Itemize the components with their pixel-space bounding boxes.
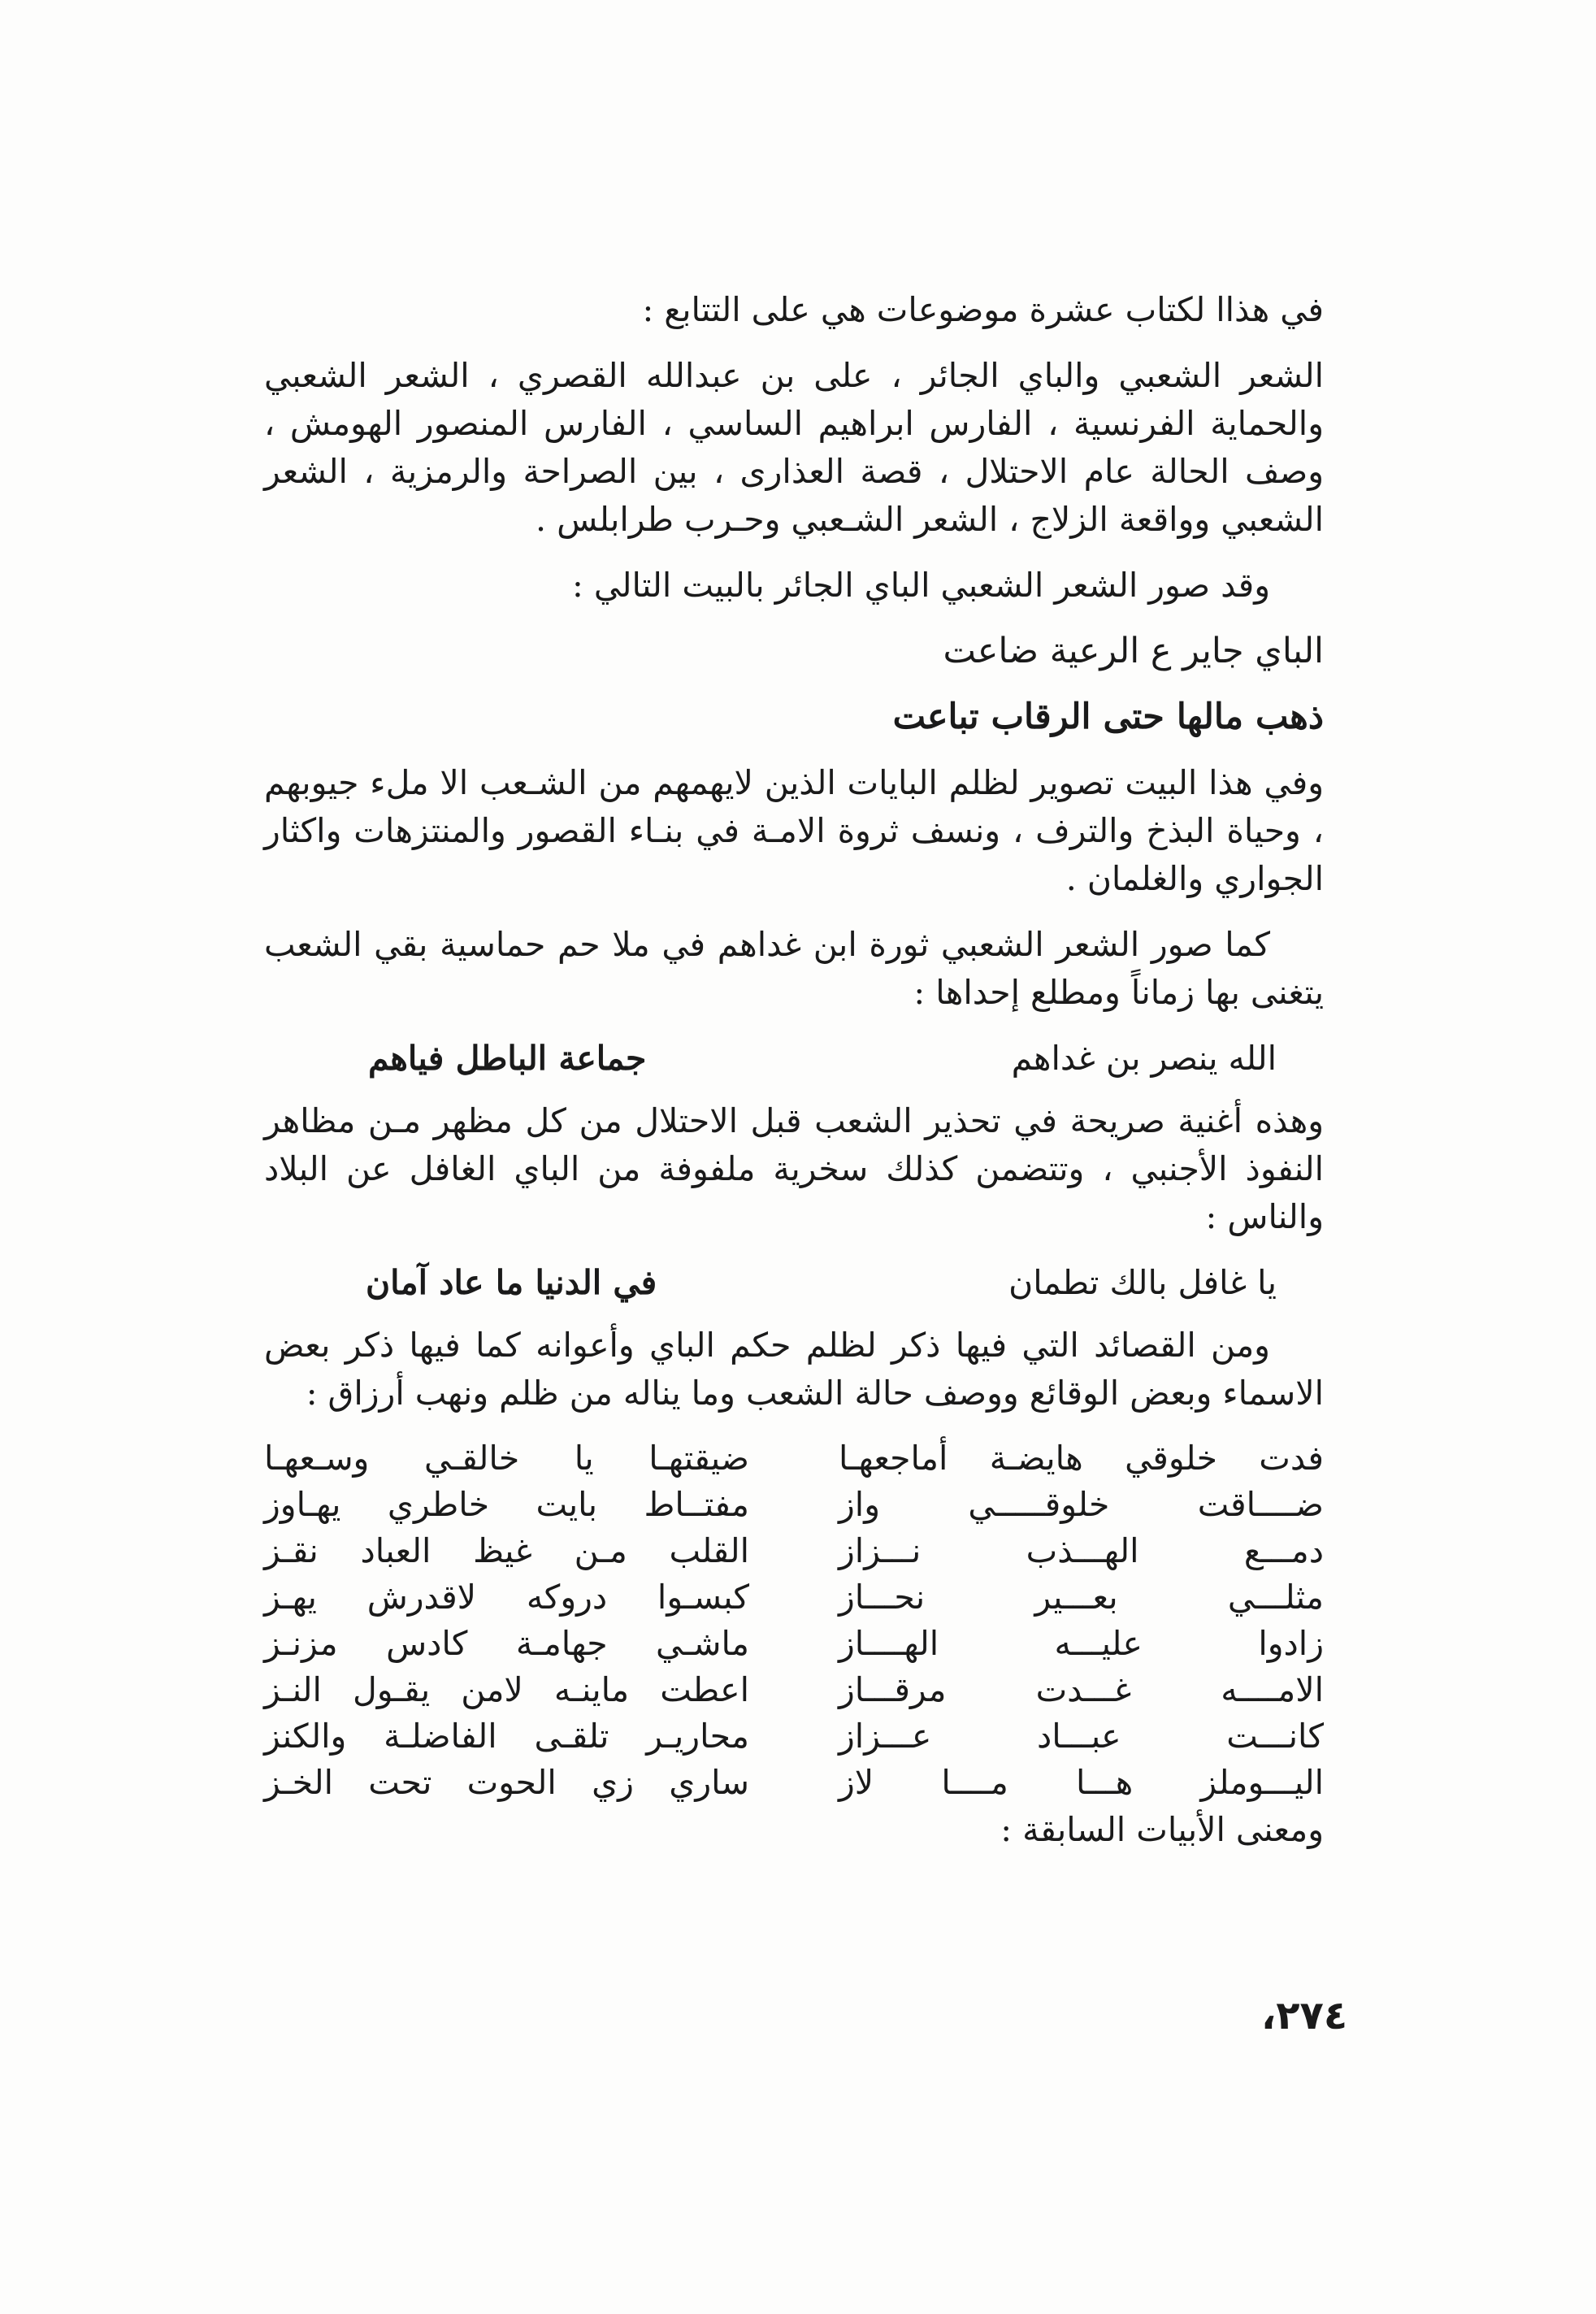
poem-line-left: القلب مـن غيظ العباد نقـز: [264, 1531, 749, 1570]
verse-intro-paragraph: وقد صور الشعر الشعبي الباي الجائر بالبيت التالي :: [572, 566, 1270, 605]
meaning-heading: ومعنى الأبيات السابقة :: [1000, 1810, 1324, 1849]
ghafel-verse: [264, 1259, 1324, 1307]
poem-line-left: كبسـوا دروكه لاقدرش يهـز: [264, 1578, 749, 1617]
poem-line-left: محاريـر تلقـى الفاضلـة والكنز: [264, 1717, 749, 1756]
page-number: ،٢٧٤: [1261, 1993, 1348, 2038]
poem-line-right: مثلـــي بعـــير نحـــاز: [839, 1578, 1324, 1617]
poem-line-left: ساري زي الحوت تحت الخـز: [264, 1763, 749, 1802]
poem-line-right: زادوا عليـــه الهــــاز: [839, 1624, 1324, 1663]
poem-line-left: اعطت ماينـه لامن يقـول النـز: [264, 1670, 749, 1709]
poem-line-right: اليـــوملز هـــا مــــا لاز: [839, 1763, 1324, 1802]
bay-verse-line-2: ذهب مالها حتى الرقاب تباعت: [892, 697, 1324, 737]
poem-line-right: دمـــع الهـــذب نـــزاز: [839, 1531, 1324, 1570]
poem-line-right: ضــــاقت خلوقـــــي واز: [839, 1485, 1324, 1524]
poem-line-right: كانـــت عبـــاد عـــزاز: [839, 1717, 1324, 1756]
page-text-block: [264, 286, 1324, 1872]
ghafel-hemistich-1: يا غافل بالك تطمان: [1008, 1263, 1277, 1302]
verse-explanation-paragraph: وفي هذا البيت تصوير لظلم البايات الذين لايهمهم من الشـعب الا ملء جيوبهم ، وحياة البذخ والترف ، ونسف ثروة الامـة في بنـاء القصور والمنتزهات واكثار الجواري والغلمان .: [264, 763, 1324, 898]
poems-intro-paragraph: ومن القصائد التي فيها ذكر لظلم حكم الباي وأعوانه كما فيها ذكر بعض الاسماء وبعض الوقائع ووصف حالة الشعب وما يناله من ظلم ونهب أرزاق :: [264, 1326, 1324, 1413]
topics-paragraph: الشعر الشعبي والباي الجائر ، على بن عبدالله القصري ، الشعر الشعبي والحماية الفرنسية ، الفارس ابراهيم الساسي ، الفارس المنصور الهومش ، وصف الحالة عام الاحتلال ، قصة العذارى ، بين الصراحة والرمزية ، الشعر الشعبي وواقعة الزلاج ، الشعر الشـعبي وحـرب طرابلس .: [264, 356, 1324, 539]
ghadahem-hemistich-1: الله ينصر بن غداهم: [1011, 1039, 1277, 1078]
ghafel-hemistich-2: في الدنيا ما عاد آمان: [366, 1263, 657, 1302]
poem-block: [264, 1435, 1324, 1806]
ghadahem-hemistich-2: جماعة الباطل فياهم: [368, 1039, 647, 1078]
poem-line-right: فدت خلوقي هايضـة أماجعهـا: [839, 1439, 1324, 1478]
intro-paragraph: في هذاا لكتاب عشرة موضوعات هي على التتابع :: [642, 290, 1324, 329]
song-paragraph: وهذه أغنية صريحة في تحذير الشعب قبل الاحتلال من كل مظهر مـن مظاهر النفوذ الأجنبي ، وتتضمن كذلك سخرية ملفوفة من الباي الغافل عن البلاد والناس :: [264, 1101, 1324, 1236]
poem-line-left: ضيقتهـا يا خالقـي وسـعهـا: [264, 1439, 749, 1478]
revolt-paragraph: كما صور الشعر الشعبي ثورة ابن غداهم في ملا حم حماسية بقي الشعب يتغنى بها زماناً ومطلع إحداها :: [264, 925, 1324, 1012]
poem-line-left: مفتــاط بايت خاطري يهـاوز: [264, 1485, 749, 1524]
bay-verse-line-1: الباي جاير ع الرعية ضاعت: [943, 631, 1324, 671]
ghadahem-verse: [264, 1035, 1324, 1083]
poem-line-right: الامــــه غـــدت مرقـــاز: [839, 1670, 1324, 1709]
poem-line-left: ماشـي جهامـة كادس مزنـز: [264, 1624, 749, 1663]
